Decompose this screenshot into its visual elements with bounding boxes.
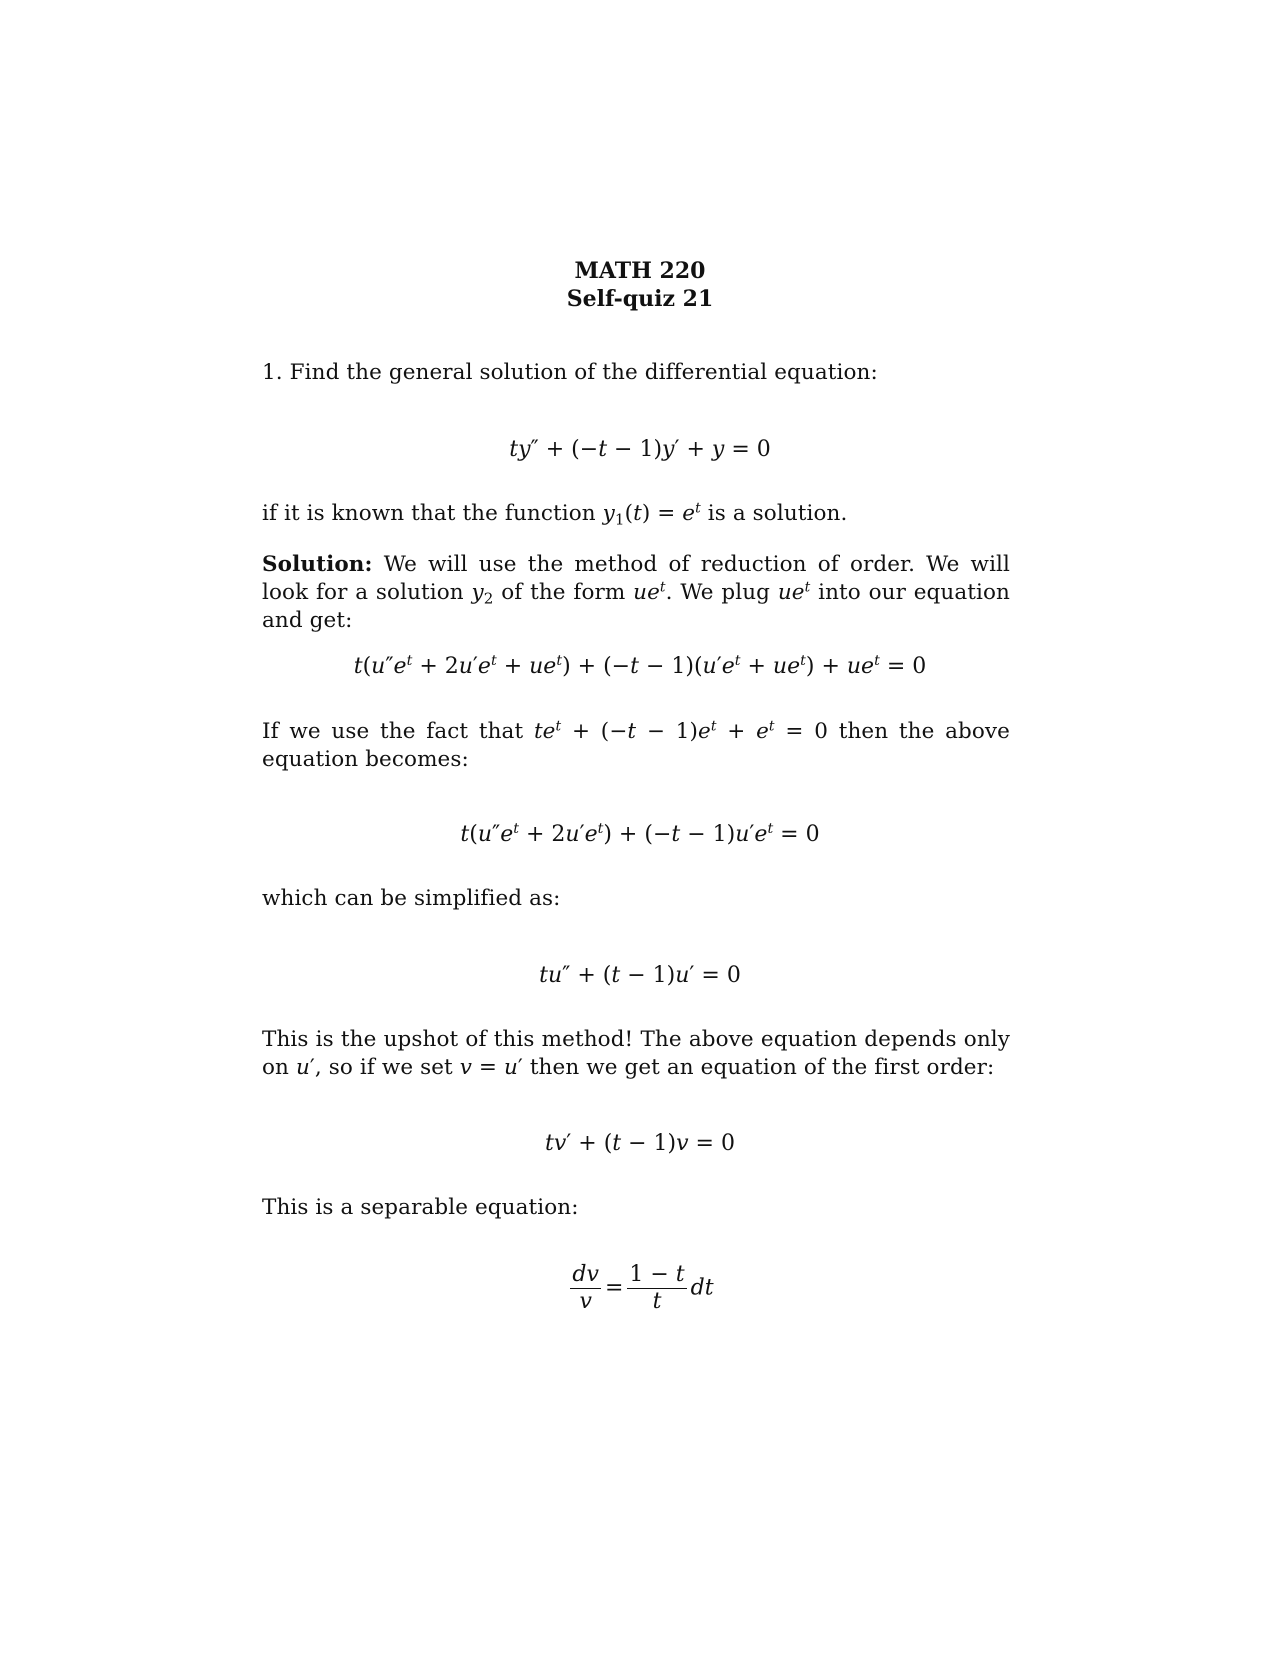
simplify-sentence: which can be simplified as:	[262, 886, 561, 911]
equation-1: $t(u''e^t + 2u'e^t + ue^t) + (-t - 1)(u'e^t + ue^t) + ue^t = 0$	[353, 653, 927, 679]
equation-3: tu″ + (t − 1)u′ = 0	[539, 963, 741, 988]
solution-label: Solution:	[262, 552, 373, 577]
fact-sentence: If we use the fact that $te^t + (-t - 1)e^t + e^t = 0$ then the above equation becomes:	[262, 718, 1011, 772]
known-solution-sentence: if it is known that the function $y_1(t) = e^t$ is a solution.	[262, 500, 848, 529]
problem-statement	[262, 359, 1010, 387]
problem-number: 1.	[262, 360, 283, 385]
equation-main: ty″ + (−t − 1)y′ + y = 0	[509, 437, 771, 462]
equation-5: $\frac{dv}{v}$ = $\frac{1 - t}{t}$ dt	[572, 1262, 714, 1314]
quiz-title: Self-quiz 21	[566, 286, 714, 312]
solution-intro: Solution: We will use the method of reduction of order. We will look for a solution $y_2$ of the form $ue^t$. We plug $ue^t$ into our equation and get:	[262, 552, 1010, 633]
separable-sentence: This is a separable equation:	[262, 1195, 579, 1220]
upshot-sentence: This is the upshot of this method! The above equation depends only on u′, so if we set v = u′ then we get an equation of the first order:	[262, 1027, 1010, 1080]
equation-2: $t(u''e^t + 2u'e^t) + (-t - 1)u'e^t = 0$	[460, 821, 820, 847]
fraction-1-minus-t-over-t: $\frac{1 - t}{t}$	[629, 1262, 685, 1314]
equation-4: tv′ + (t − 1)v = 0	[545, 1131, 735, 1156]
problem-prompt: Find the general solution of the differential equation:	[289, 360, 878, 385]
fraction-dv-over-v: $\frac{dv}{v}$	[572, 1262, 599, 1314]
course-title: MATH 220	[574, 258, 706, 284]
